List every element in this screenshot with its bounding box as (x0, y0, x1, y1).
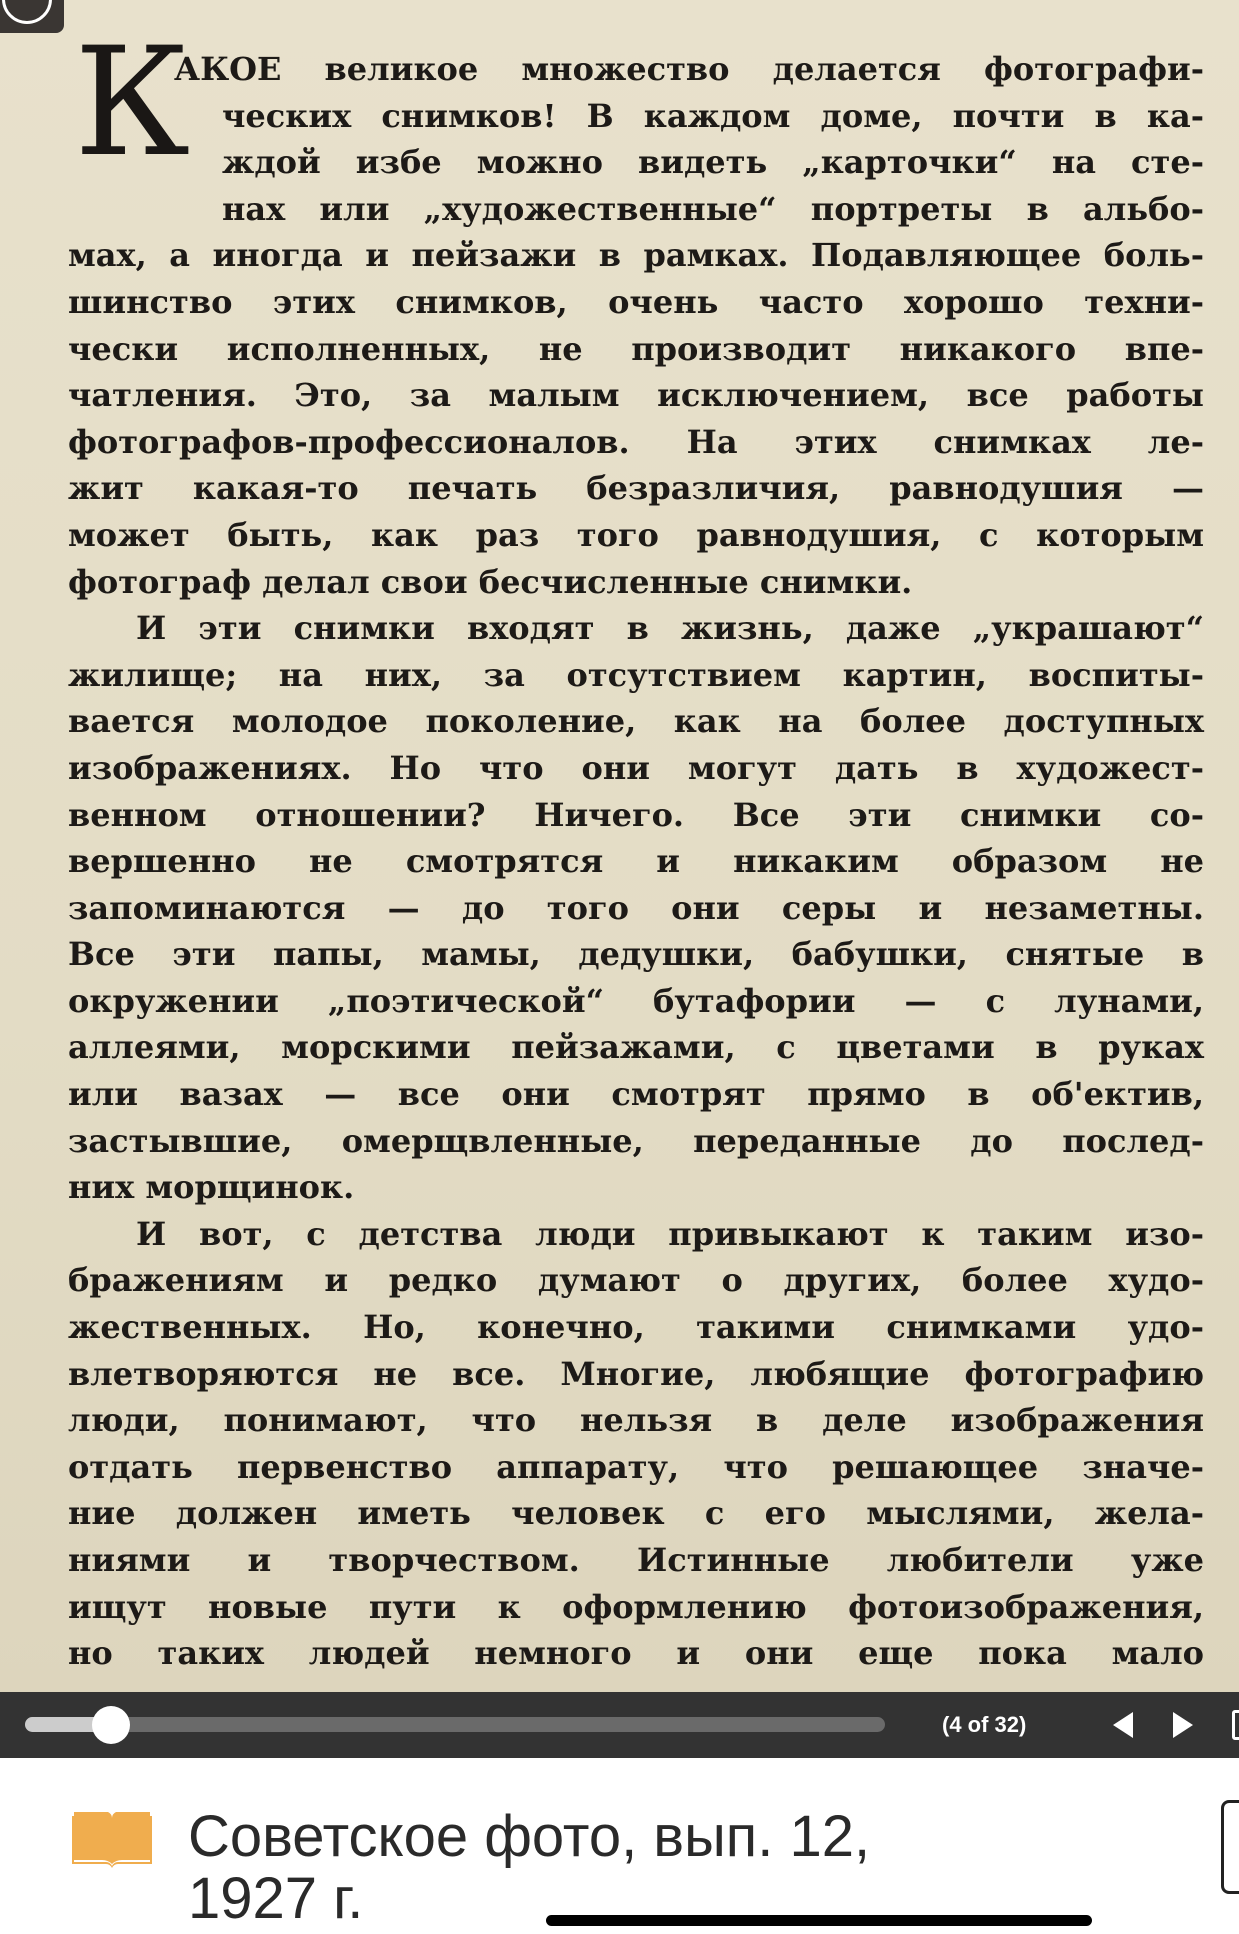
text-line: отдать первенство аппарату, что решающее значе- (68, 1447, 1204, 1486)
slider-thumb[interactable] (92, 1706, 130, 1744)
text-line: бражениям и редко думают о других, более худо- (68, 1261, 1204, 1300)
text-line: шинство этих снимков, очень часто хорошо техни- (68, 282, 1204, 321)
text-line: жественных. Но, конечно, такими снимками удо- (68, 1308, 1204, 1347)
text-line: ждой избе можно видеть „карточки“ на сте- (222, 143, 1204, 182)
previous-page-icon[interactable] (1113, 1712, 1133, 1738)
text-line: или вазах — все они смотрят прямо в об'ектив, (68, 1075, 1204, 1114)
text-line: люди, понимают, что нельзя в деле изображения (68, 1401, 1204, 1440)
text-line: но таких людей немного и они еще пока мало (68, 1634, 1204, 1673)
text-line: И вот, с детства люди привыкают к таким изо- (136, 1214, 1204, 1253)
menu-button[interactable] (0, 0, 64, 33)
text-line: венном отношении? Ничего. Все эти снимки со- (68, 795, 1204, 834)
text-line: АКОЕ великое множество делается фотографи- (174, 50, 1204, 88)
text-line: Все эти папы, мамы, дедушки, бабушки, снятые в (68, 935, 1204, 974)
text-line: застывшие, омерщвленные, переданные до послед- (68, 1121, 1204, 1160)
article-text (68, 46, 1204, 1677)
text-line: ниями и творчеством. Истинные любители уже (68, 1541, 1204, 1579)
text-line: чатления. Это, за малым исключением, все работы (68, 376, 1204, 415)
book-icon (72, 1808, 152, 1870)
text-line: вается молодое поколение, как на более доступных (68, 702, 1204, 741)
thumbnails-icon[interactable] (1232, 1710, 1239, 1740)
page-slider[interactable] (25, 1717, 885, 1732)
text-line: фотографов-профессионалов. На этих снимках ле- (68, 422, 1204, 461)
side-button[interactable] (1221, 1800, 1239, 1894)
text-line: нах или „художественные“ портреты в альбо- (222, 189, 1204, 228)
book-info (0, 1758, 1239, 1934)
page-count: (4 of 32) (942, 1712, 1027, 1737)
home-indicator[interactable] (546, 1915, 1092, 1926)
text-line: окружении „поэтической“ бутафории — с лунами, (68, 981, 1204, 1020)
text-line: жит какая-то печать безразличия, равнодушия — (68, 469, 1204, 508)
text-line: может быть, как раз того равнодушия, с которым (68, 515, 1204, 554)
text-line: ние должен иметь человек с его мыслями, жела- (68, 1494, 1204, 1533)
text-line: них морщинок. (68, 1168, 355, 1207)
text-line: чески исполненных, не производит никакого впе- (68, 329, 1204, 368)
text-line: фотограф делал свои бесчисленные снимки. (68, 562, 913, 601)
text-line: ческих снимков! В каждом доме, почти в ка- (222, 96, 1204, 135)
book-title: Советское фото, вып. 12, 1927 г. (188, 1804, 871, 1931)
text-line: аллеями, морскими пейзажами, с цветами в руках (68, 1028, 1204, 1067)
text-line: мах, а иногда и пейзажи в рамках. Подавляющее боль- (68, 236, 1204, 275)
text-line: ищут новые пути к оформлению фотоизображения, (68, 1587, 1204, 1626)
text-line: влетворяются не все. Многие, любящие фотографию (68, 1354, 1204, 1393)
text-line: жилище; на них, за отсутствием картин, воспиты- (68, 655, 1204, 694)
drop-cap: К (74, 16, 191, 190)
text-line: запоминаются — до того они серы и незаметны. (68, 888, 1204, 927)
text-line: вершенно не смотрятся и никаким образом не (68, 842, 1204, 881)
viewer-toolbar (0, 1692, 1239, 1758)
next-page-icon[interactable] (1173, 1712, 1193, 1738)
text-line: И эти снимки входят в жизнь, даже „украшают“ (136, 609, 1204, 648)
circle-icon (2, 0, 52, 24)
text-line: изображениях. Но что они могут дать в художест- (68, 748, 1204, 787)
